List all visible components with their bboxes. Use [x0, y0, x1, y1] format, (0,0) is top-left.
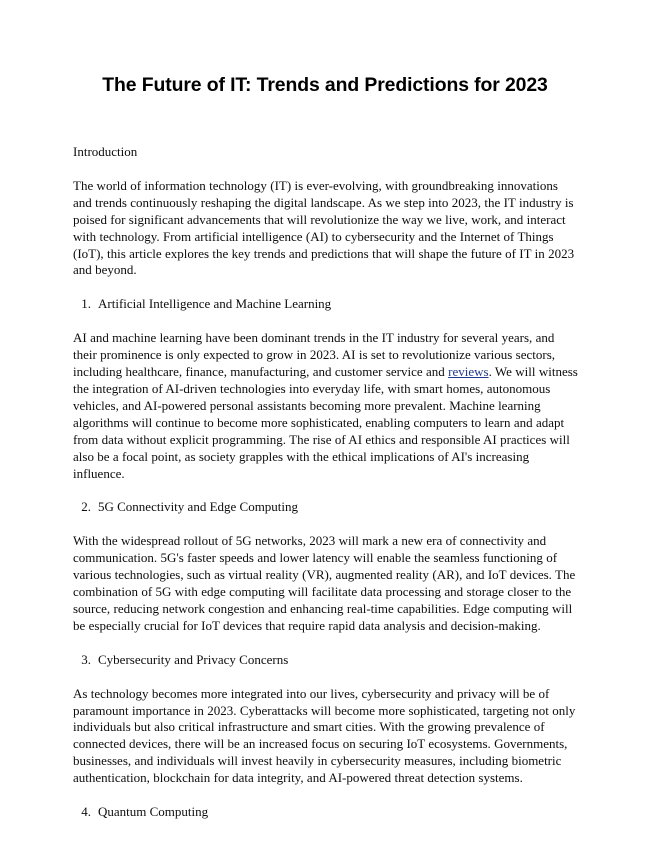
section-1-text-after-link: . We will witness the integration of AI-driven technologies into everyday life, with smart homes, autonomous vehicles, and AI-powered personal assistants becoming more prevalent. Machine learning algorithms will continue to become more sophisticated, enabling computers to learn and adapt from data without explicit programming. The rise of AI ethics and responsible AI practices will also be a focal point, as society grapples with the ethical implications of AI's increasing influence. [73, 364, 578, 481]
section-paragraph-2: With the widespread rollout of 5G networks, 2023 will mark a new era of connectivity and communication. 5G's faster speeds and lower latency will enable the seamless functioning of various technologies, such as virtual reality (VR), augmented reality (AR), and IoT devices. The combination of 5G with edge computing will facilitate data processing and storage closer to the source, reducing network congestion and enhancing real-time capabilities. Edge computing will be especially crucial for IoT devices that require rapid data analysis and decision-making. [73, 533, 576, 633]
intro-paragraph: The world of information technology (IT) is ever-evolving, with groundbreaking innovations and trends continuously reshaping the digital landscape. As we step into 2023, the IT industry is poised for significant advancements that will revolutionize the way we live, work, and interact with technology. From artificial intelligence (AI) to cybersecurity and the Internet of Things (IoT), this article explores the key trends and predictions that will shape the future of IT in 2023 and beyond. [73, 177, 575, 278]
section-paragraph-3: As technology becomes more integrated into our lives, cybersecurity and privacy will be of paramount importance in 2023. Cyberattacks will become more sophisticated, targeting not only individuals but also critical infrastructure and smart cities. With the growing prevalence of connected devices, there will be an increased focus on securing IoT ecosystems. Governments, businesses, and individuals will invest heavily in cybersecurity measures, including biometric authentication, blockchain for data integrity, and AI-powered threat detection systems. [73, 685, 576, 786]
page-title: The Future of IT: Trends and Predictions for 2023 [102, 74, 548, 96]
reviews-link[interactable]: reviews [448, 364, 489, 380]
section-number-3: 3. [81, 651, 91, 667]
section-1-text-before-link: AI and machine learning have been dominant trends in the IT industry for several years, and their prominence is only expected to grow in 2023. AI is set to revolutionize various sectors, including healthcare, finance, manufacturing, and customer service and [73, 330, 556, 380]
section-heading-3 [73, 652, 579, 669]
section-heading-1 [73, 296, 579, 313]
section-title-3: Cybersecurity and Privacy Concerns [98, 651, 289, 667]
section-title-2: 5G Connectivity and Edge Computing [98, 499, 299, 515]
section-paragraph-1 [73, 330, 579, 482]
section-number-2: 2. [81, 499, 91, 515]
section-number-1: 1. [81, 296, 91, 312]
section-heading-4 [73, 804, 579, 821]
section-title-4: Quantum Computing [98, 804, 209, 820]
document-body [73, 144, 579, 838]
section-number-4: 4. [81, 804, 91, 820]
intro-heading: Introduction [73, 144, 138, 159]
section-heading-2 [73, 499, 579, 516]
section-title-1: Artificial Intelligence and Machine Learning [98, 296, 332, 312]
